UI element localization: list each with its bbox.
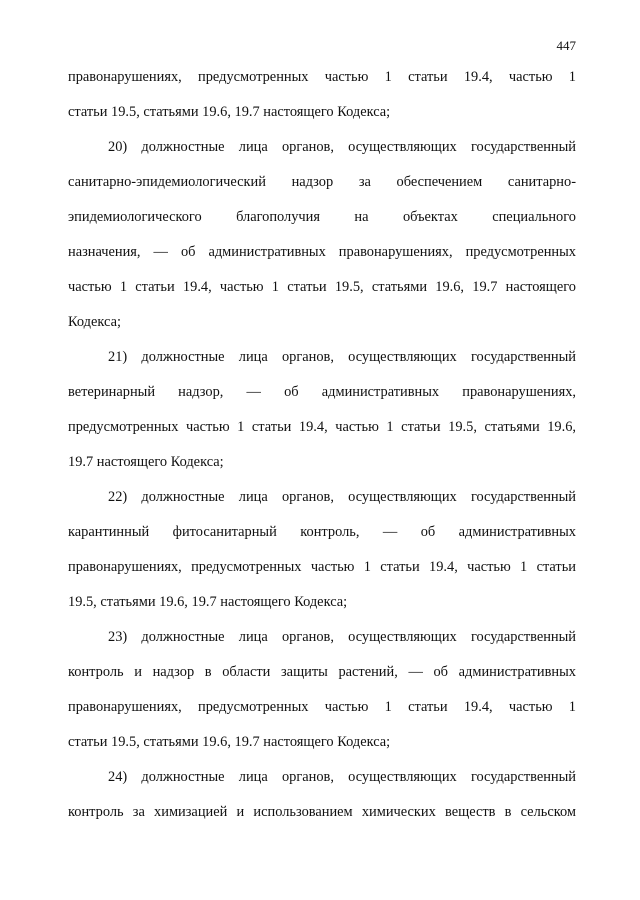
text-line: статьи 19.5, статьями 19.6, 19.7 настоящего Кодекса; xyxy=(68,734,391,750)
text-line: 20) должностные лица органов, осуществляющих государственный xyxy=(108,139,576,155)
text-line: ветеринарный надзор, — об административных правонарушениях, xyxy=(68,384,576,400)
text-line: 19.7 настоящего Кодекса; xyxy=(68,454,224,470)
text-line: контроль и надзор в области защиты растений, — об административных xyxy=(68,664,576,680)
document-text xyxy=(68,60,576,830)
text-line: правонарушениях, предусмотренных частью 1 статьи 19.4, частью 1 статьи xyxy=(68,559,576,575)
text-line: 21) должностные лица органов, осуществляющих государственный xyxy=(108,349,576,365)
text-line: назначения, — об административных правонарушениях, предусмотренных xyxy=(68,244,576,260)
text-line: карантинный фитосанитарный контроль, — об административных xyxy=(68,524,576,540)
text-line: эпидемиологического благополучия на объектах специального xyxy=(68,209,576,225)
text-line: контроль за химизацией и использованием химических веществ в сельском xyxy=(68,804,576,820)
text-line: предусмотренных частью 1 статьи 19.4, частью 1 статьи 19.5, статьями 19.6, xyxy=(68,419,576,435)
text-line: Кодекса; xyxy=(68,314,121,330)
page-number: 447 xyxy=(556,38,576,53)
text-line: 23) должностные лица органов, осуществляющих государственный xyxy=(108,629,576,645)
text-line: 19.5, статьями 19.6, 19.7 настоящего Кодекса; xyxy=(68,594,348,610)
text-line: 24) должностные лица органов, осуществляющих государственный xyxy=(108,769,576,785)
text-line: правонарушениях, предусмотренных частью 1 статьи 19.4, частью 1 xyxy=(68,69,576,85)
text-line: правонарушениях, предусмотренных частью 1 статьи 19.4, частью 1 xyxy=(68,699,576,715)
text-line: статьи 19.5, статьями 19.6, 19.7 настоящего Кодекса; xyxy=(68,104,391,120)
text-line: частью 1 статьи 19.4, частью 1 статьи 19.5, статьями 19.6, 19.7 настоящего xyxy=(68,279,576,295)
text-line: санитарно-эпидемиологический надзор за обеспечением санитарно- xyxy=(68,174,576,190)
text-line: 22) должностные лица органов, осуществляющих государственный xyxy=(108,489,576,505)
